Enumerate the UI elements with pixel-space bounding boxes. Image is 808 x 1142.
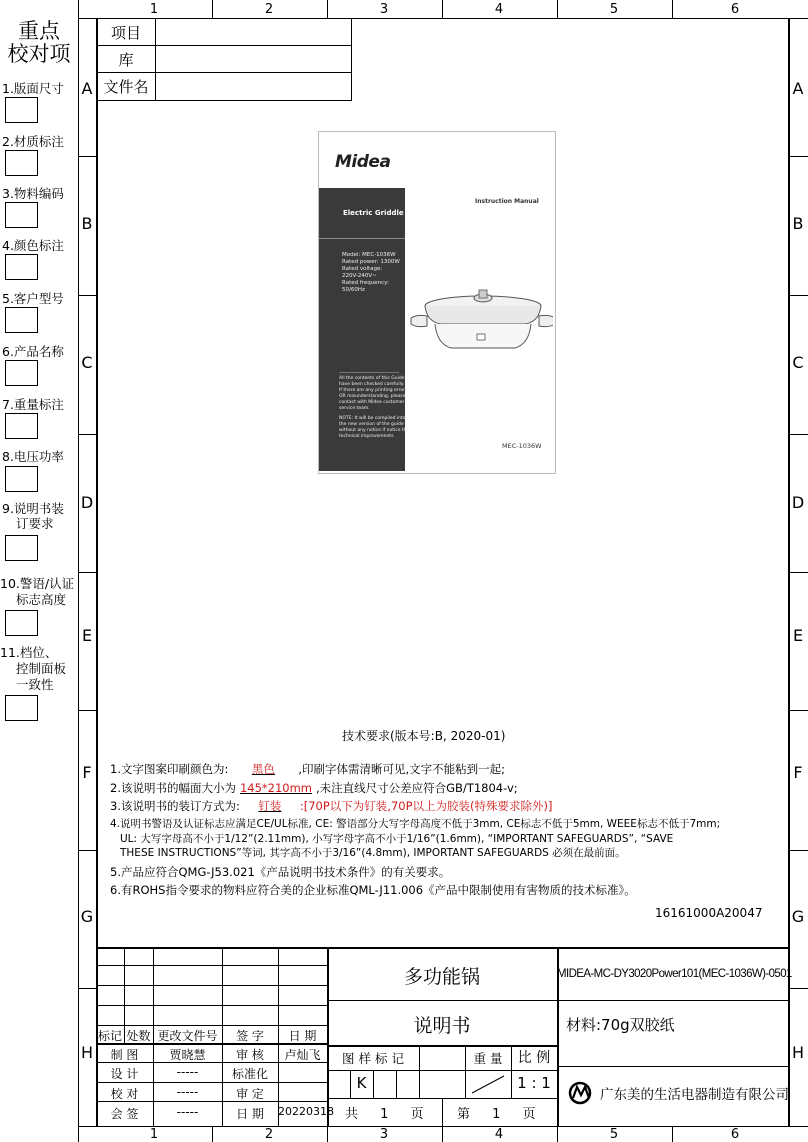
col-number-5-bottom: 5: [609, 1127, 619, 1142]
row-letter-h-right: H: [791, 1043, 805, 1062]
row-letter-f: F: [82, 763, 92, 782]
check-item-label: 1.版面尺寸: [2, 81, 64, 96]
check-box[interactable]: [5, 610, 38, 636]
check-item-label-2: 标志高度: [16, 592, 67, 607]
midea-logo: [335, 152, 390, 172]
tb-drawn-name: 贾晓慧: [169, 1048, 206, 1062]
cover-spec-line: Model: MEC-1036W: [342, 252, 396, 258]
check-box[interactable]: [5, 254, 38, 280]
req-4-line1: 4.说明书警语及认证标志应满足CE/UL标准, CE: 警语部分大写字母高度不低于3mm, CE标志不低于5mm, WEEE标志不低于7mm;: [110, 818, 721, 830]
scale-value: 1 : 1: [517, 1074, 551, 1092]
row-letter-c-right: C: [792, 353, 804, 372]
req-1-post: ,印刷字体需清晰可见,文字不能粘到一起;: [298, 762, 506, 776]
checklist-title-line2: 校对项: [7, 42, 71, 66]
tb-review-label: 审 核: [236, 1048, 264, 1062]
tb-review-name: 卢灿飞: [284, 1048, 321, 1062]
project-value[interactable]: [155, 18, 352, 46]
check-box[interactable]: [5, 360, 38, 386]
cover-note-line: service team.: [339, 406, 370, 411]
cover-note-line: contact with Midea customer: [339, 400, 405, 405]
cover-spec-line: Rated voltage:: [342, 266, 383, 272]
drawing-number: MIDEA-MC-DY3020Power101(MEC-1036W)-0501: [557, 968, 792, 980]
cover-note-line: OR misunderstanding, please: [339, 394, 406, 399]
col-number-6-bottom: 6: [730, 1127, 740, 1142]
cover-spec-line: Rated frequency:: [342, 280, 389, 286]
req-2-post: ,未注直线尺寸公差应符合GB/T1804-v;: [315, 781, 518, 795]
tb-header-date: 日 期: [288, 1029, 317, 1043]
check-item-label-2: 订要求: [16, 516, 54, 531]
tb-check-name: -----: [176, 1085, 199, 1099]
col-number-1: 1: [149, 2, 159, 17]
check-item-label: 3.物料编码: [2, 186, 64, 201]
tb-design-label: 设 计: [110, 1067, 139, 1081]
page-number: [457, 1103, 536, 1122]
checklist-title: [0, 20, 78, 66]
check-box[interactable]: [5, 695, 38, 721]
page-number-pre: 第: [457, 1107, 471, 1122]
row-letter-g: G: [80, 907, 94, 926]
col-number-3: 3: [379, 2, 389, 17]
cover-note1: [339, 376, 407, 412]
row-letter-b-right: B: [792, 214, 804, 233]
tb-approve-label: 审 定: [236, 1087, 264, 1101]
tb-countersign-label: 会 签: [110, 1107, 139, 1121]
check-box[interactable]: [5, 535, 38, 561]
req-3-post: :[70P以下为钉装,70P以上为胶装(特殊要求除外)]: [299, 799, 553, 813]
total-pages-post: 页: [410, 1107, 424, 1122]
check-box[interactable]: [5, 97, 38, 123]
cover-note2: [339, 416, 409, 440]
req-4-line3: THESE INSTRUCTIONS”等词, 其字高不小于3/16”(4.8mm), IMPORTANT SAFEGUARDS 必须在最前面。: [120, 847, 626, 859]
row-letter-g-right: G: [791, 907, 805, 926]
check-item-label: 11.档位、: [0, 645, 58, 660]
library-label: 库: [96, 45, 156, 73]
check-item-label-3: 一致性: [16, 677, 54, 692]
col-number-2: 2: [264, 2, 274, 17]
tb-date-label: 日 期: [236, 1107, 264, 1121]
col-number-4-bottom: 4: [494, 1127, 504, 1142]
row-letter-a: A: [81, 79, 93, 98]
tb-date-value: 20220318: [278, 1105, 334, 1118]
cover-note-line: All the contents of this Guide: [339, 376, 405, 381]
check-item-label: 10.警语/认证: [0, 576, 75, 591]
cover-manual-title: Instruction Manual: [475, 198, 539, 205]
cover-note-line: without any notice if notice the: [339, 428, 410, 433]
req-4-line2: UL: 大写字母高不小于1/12”(2.11mm), 小写字母字高不小于1/16”(1.6mm), “IMPORTANT SAFEGUARDS”, “SAVE: [120, 832, 674, 845]
col-number-2-bottom: 2: [264, 1127, 274, 1142]
cover-model: MEC-1036W: [502, 442, 542, 450]
total-pages: [345, 1103, 424, 1122]
project-label: 项目: [96, 18, 156, 46]
check-item-label: 8.电压功率: [2, 449, 64, 464]
mark-value: K: [356, 1074, 367, 1092]
row-letter-d: D: [80, 493, 94, 512]
row-letter-a-right: A: [792, 79, 804, 98]
midea-logo-text: Midea: [335, 152, 391, 172]
req-4: [110, 817, 720, 861]
col-number-6: 6: [730, 2, 740, 17]
tb-drawn-label: 制 图: [110, 1048, 139, 1062]
req-1-pre: 1.文字图案印刷颜色为:: [110, 762, 229, 776]
checklist-title-line1: 重点: [18, 19, 60, 43]
midea-logo-icon: [568, 1081, 598, 1105]
cover-spec-line: 220V-240V~: [342, 273, 377, 279]
req-2-value: 145*210mm: [239, 781, 313, 795]
tb-design-name: -----: [176, 1065, 199, 1079]
cover-note-line: NOTE: It will be compiled into: [339, 416, 406, 421]
document-type: 说明书: [413, 1015, 471, 1037]
company-block: [568, 1081, 789, 1105]
req-3: [110, 799, 552, 814]
mark-label: 图 样 标 记: [342, 1051, 404, 1066]
req-1-value: 黑色: [251, 762, 275, 776]
check-box[interactable]: [5, 307, 38, 333]
check-item-label: 5.客户型号: [2, 291, 64, 306]
cover-note-line: If there are any printing errors: [339, 388, 408, 393]
row-letter-c: C: [81, 353, 93, 372]
tb-header-mark: 标记: [97, 1029, 122, 1043]
row-letter-f-right: F: [793, 763, 803, 782]
col-number-3-bottom: 3: [379, 1127, 389, 1142]
cover-spec-line: Rated power: 1300W: [342, 259, 400, 265]
product-name: 多功能锅: [403, 966, 480, 988]
weight-label: 重 量: [473, 1051, 503, 1066]
check-item-label: 6.产品名称: [2, 344, 64, 359]
manual-cover: [318, 131, 556, 474]
req-2: [110, 781, 518, 796]
check-box[interactable]: [5, 466, 38, 492]
tb-header-count: 处数: [126, 1029, 151, 1043]
check-item-label: 2.材质标注: [2, 134, 64, 149]
tb-standard-label: 标准化: [231, 1067, 268, 1081]
col-number-5: 5: [609, 2, 619, 17]
cover-note-line: technical improvements.: [339, 434, 395, 439]
page-number-value: 1: [492, 1107, 501, 1122]
total-pages-pre: 共: [345, 1107, 359, 1122]
req-2-pre: 2.该说明书的幅面大小为: [110, 781, 236, 795]
cover-spec-line: 50/60Hz: [342, 287, 365, 293]
row-letter-h: H: [80, 1043, 94, 1062]
row-letter-d-right: D: [791, 493, 805, 512]
check-item-label: 7.重量标注: [2, 397, 64, 412]
filename-value[interactable]: [155, 72, 352, 101]
row-letter-b: B: [81, 214, 93, 233]
check-box[interactable]: [5, 150, 38, 176]
check-item-label: 4.颜色标注: [2, 238, 64, 253]
cover-note-line: the new version of the guide: [339, 422, 404, 427]
griddle-illustration-icon: [407, 284, 553, 360]
tb-countersign-name: -----: [176, 1105, 199, 1119]
col-number-1-bottom: 1: [149, 1127, 159, 1142]
cover-note-line: have been checked carefully.: [339, 382, 405, 387]
check-item-label: 9.说明书装: [2, 501, 64, 516]
col-number-4: 4: [494, 2, 504, 17]
req-3-pre: 3.该说明书的装订方式为:: [110, 799, 240, 813]
check-box[interactable]: [5, 202, 38, 228]
req-1: [110, 762, 505, 777]
company-name: 广东美的生活电器制造有限公司: [600, 1087, 789, 1103]
library-value[interactable]: [155, 45, 352, 73]
check-box[interactable]: [5, 413, 38, 439]
filename-label: 文件名: [96, 72, 156, 101]
total-pages-value: 1: [380, 1107, 389, 1122]
weight-slash-icon: [466, 1071, 510, 1097]
scale-label: 比 例: [517, 1050, 551, 1066]
check-item-label-2: 控制面板: [16, 661, 67, 676]
req-3-value: 钉装: [258, 799, 282, 813]
row-letter-e: E: [81, 626, 93, 645]
cover-divider-2: [339, 372, 399, 373]
tb-header-signature: 签 字: [236, 1029, 264, 1043]
document-code: 16161000A20047: [655, 906, 763, 920]
row-letter-e-right: E: [792, 626, 804, 645]
req-6: 6.有ROHS指令要求的物料应符合美的企业标准QML-J11.006《产品中限制使用有害物质的技术标准》。: [110, 883, 636, 897]
material: 材料:70g双胶纸: [566, 1016, 675, 1034]
tb-header-change-doc: 更改文件号: [157, 1029, 218, 1043]
cover-product-name: Electric Griddle: [343, 209, 404, 217]
requirements-title: 技术要求(版本号:B, 2020-01): [342, 729, 506, 743]
page-number-post: 页: [522, 1107, 536, 1122]
tb-check-label: 校 对: [110, 1087, 139, 1101]
cover-divider: [319, 238, 405, 239]
req-5: 5.产品应符合QMG-J53.021《产品说明书技术条件》的有关要求。: [110, 865, 451, 879]
